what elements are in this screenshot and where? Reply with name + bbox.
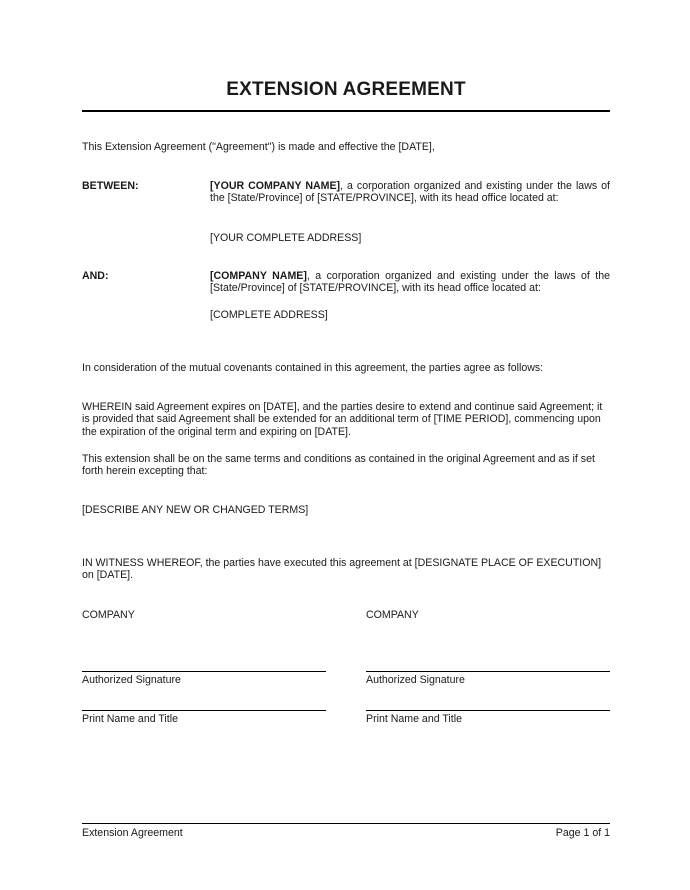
right-company-label: COMPANY bbox=[366, 609, 419, 621]
second-party-address: [COMPLETE ADDRESS] bbox=[210, 309, 328, 321]
document-title: EXTENSION AGREEMENT bbox=[226, 79, 466, 100]
and-label: AND: bbox=[82, 270, 109, 282]
first-party-address: [YOUR COMPLETE ADDRESS] bbox=[210, 232, 362, 244]
left-company-label: COMPANY bbox=[82, 609, 135, 621]
left-name-label: Print Name and Title bbox=[82, 713, 178, 725]
first-party-details: , a corporation organized and existing under the laws of the [State/Province] of [STATE/PROVINCE], with its head office located at: bbox=[210, 180, 610, 205]
whereas-paragraph: WHEREIN said Agreement expires on [DATE], and the parties desire to extend and continue said Agreement; it is provided that said Agreement shall be extended for an additional term of [TIME PERIOD], commencing upon the expiration of the original term and expiring on [DATE]. bbox=[82, 401, 603, 438]
footer-page-number: Page 1 of 1 bbox=[555, 827, 610, 839]
intro-paragraph: This Extension Agreement ("Agreement") is made and effective the [DATE], bbox=[82, 141, 435, 153]
between-label: BETWEEN: bbox=[82, 180, 139, 192]
left-signature-label: Authorized Signature bbox=[82, 674, 181, 686]
footer-document-name: Extension Agreement bbox=[82, 827, 183, 839]
footer-divider bbox=[82, 823, 610, 824]
first-party-description bbox=[210, 180, 610, 205]
right-signature-label: Authorized Signature bbox=[366, 674, 465, 686]
second-party-name: [COMPANY NAME] bbox=[210, 270, 307, 282]
left-signature-line[interactable] bbox=[82, 671, 326, 672]
second-party-description bbox=[210, 270, 610, 295]
right-signature-line[interactable] bbox=[366, 671, 610, 672]
left-name-line[interactable] bbox=[82, 710, 326, 711]
extension-terms-paragraph: This extension shall be on the same terms and conditions as contained in the original Agreement and as if set forth herein excepting that: bbox=[82, 453, 595, 478]
right-name-line[interactable] bbox=[366, 710, 610, 711]
consideration-paragraph: In consideration of the mutual covenants contained in this agreement, the parties agree as follows: bbox=[82, 362, 544, 374]
changed-terms-placeholder: [DESCRIBE ANY NEW OR CHANGED TERMS] bbox=[82, 504, 309, 516]
right-name-label: Print Name and Title bbox=[366, 713, 462, 725]
second-party-details: , a corporation organized and existing under the laws of the [State/Province] of [STATE/PROVINCE], with its head office located at: bbox=[210, 270, 610, 295]
first-party-name: [YOUR COMPANY NAME] bbox=[210, 180, 341, 192]
title-divider bbox=[82, 110, 610, 112]
witness-paragraph: IN WITNESS WHEREOF, the parties have executed this agreement at [DESIGNATE PLACE OF EXECUTION] on [DATE]. bbox=[82, 557, 602, 582]
